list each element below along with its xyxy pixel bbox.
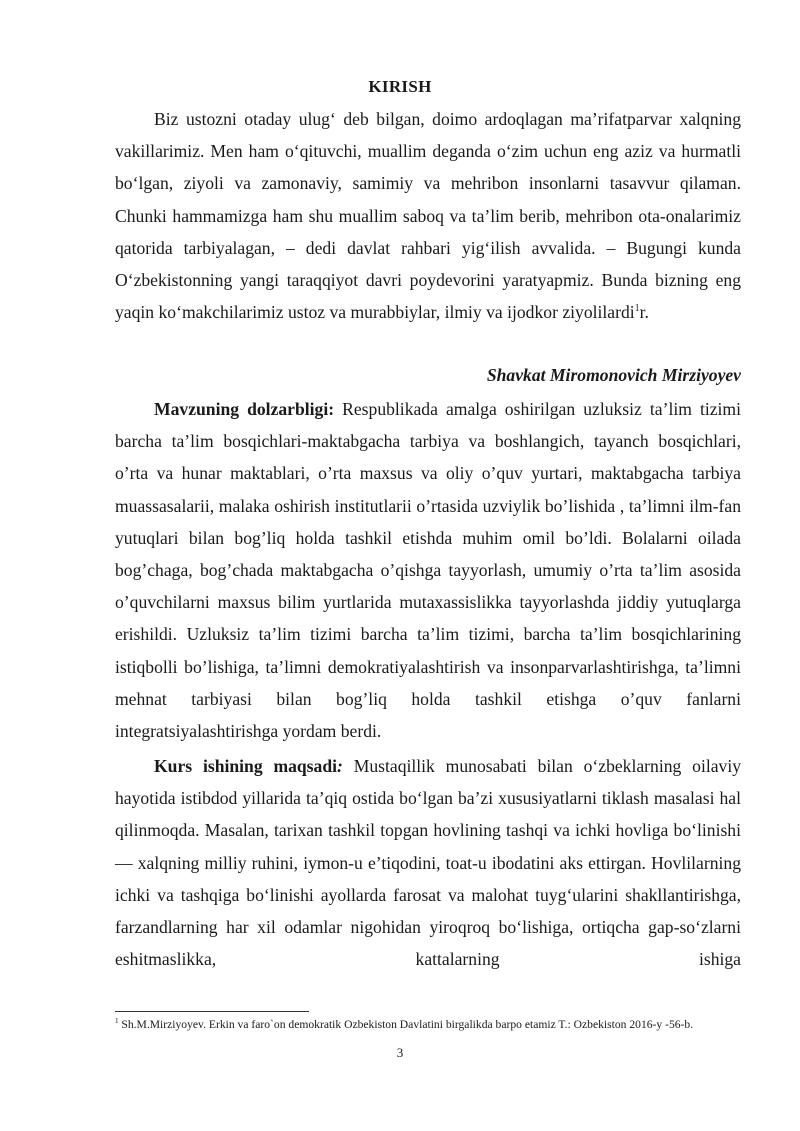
intro-paragraph-tail: r. (639, 302, 649, 323)
relevance-text: Respublikada amalga oshirilgan uzluksiz ta’lim tizimi barcha ta’lim bosqichlari-maktabgacha tarbiya va boshlangich, tayanch bosqichlari, o’rta va hunar maktablari, o’rta maxsus va oliy o’quv yurtari, maktabgacha tarbiya muassasalarii, malaka oshirish institutlarii o’rtasida uzviylik bo’lishida , ta’limni ilm-fan yutuqlari bilan bog’liq holda tashkil etishda muhim omil bo’ldi. Bolalarni oilada bog’chaga, bog’chada maktabgacha o’qishga tayyorlash, umumiy o’rta ta’lim asosida o’quvchilarni maxsus bilim yurtlarida mutaxassislikka tayyorlashda jiddiy yutuqlarga erishildi. Uzluksiz ta’lim tizimi barcha ta’lim tizimi, barcha ta’lim bosqichlarining istiqbolli bo’lishiga, ta’limni demokratiyalashtirish va insonparvarlashtirishga, ta’limni mehnat tarbiyasi bilan bog’liq holda tashkil etishga o’quv fanlarni integratsiyalashtirishga yordam berdi. (115, 399, 741, 742)
footnote (115, 1017, 741, 1032)
intro-paragraph-text: Biz ustozni otaday ulug‘ deb bilgan, doimo ardoqlagan ma’rifatparvar xalqning vakillarimiz. Men ham o‘qituvchi, muallim deganda o‘zim uchun eng aziz va hurmatli bo‘lgan, ziyoli va zamonaviy, samimiy va mehribon insonlarni tasavvur qilaman. Chunki hammamizga ham shu muallim saboq va ta’lim berib, mehribon ota-onalarimiz qatorida tarbiyalagan, – dedi davlat rahbari yig‘ilish avvalida. – Bugungi kunda O‘zbekistonning yangi taraqqiyot davri poydevorini yaratyapmiz. Bunda bizning eng yaqin ko‘makchilarimiz ustoz va murabbiylar, ilmiy va ijodkor ziyolilardi (115, 109, 741, 323)
footnote-reference[interactable]: 1 (634, 303, 640, 315)
goal-label-colon: : (337, 756, 343, 776)
section-heading: KIRISH (368, 77, 432, 96)
quote-signature: Shavkat Miromonovich Mirziyoyev (486, 365, 741, 385)
intro-paragraph (115, 103, 741, 328)
goal-label: Kurs ishining maqsadi (154, 756, 338, 776)
footnote-separator (115, 1011, 309, 1012)
footnote-text: Sh.M.Mirziyoyev. Erkin va faro`on demokratik Ozbekiston Davlatini birgalikda barpo etamiz T.: Ozbekiston 2016-y -56-b. (118, 1018, 694, 1031)
footnote-mark: 1 (115, 1017, 119, 1026)
goal-paragraph (115, 750, 741, 975)
relevance-paragraph (115, 393, 741, 747)
goal-text: Mustaqillik munosabati bilan o‘zbeklarning oilaviy hayotida istibdod yillarida ta’qiq ostida bo‘lgan ba’zi xususiyatlarni tiklash masalasi hal qilinmoqda. Masalan, tarixan tashkil topgan hovlining tashqi va ichki hovliga bo‘linishi — xalqning milliy ruhini, iymon-u e’tiqodini, toat-u ibodatini aks ettirgan. Hovlilarning ichki va tashqiga bo‘linishi ayollarda farosat va malohat tuyg‘ularini shakllantirishga, farzandlarning har xil odamlar nigohidan yiroqroq bo‘lishiga, ortiqcha gap-so‘zlarni eshitmaslikka, kattalarning ishiga (115, 756, 742, 970)
page-number: 3 (396, 1045, 404, 1060)
relevance-label: Mavzuning dolzarbligi: (154, 399, 335, 419)
